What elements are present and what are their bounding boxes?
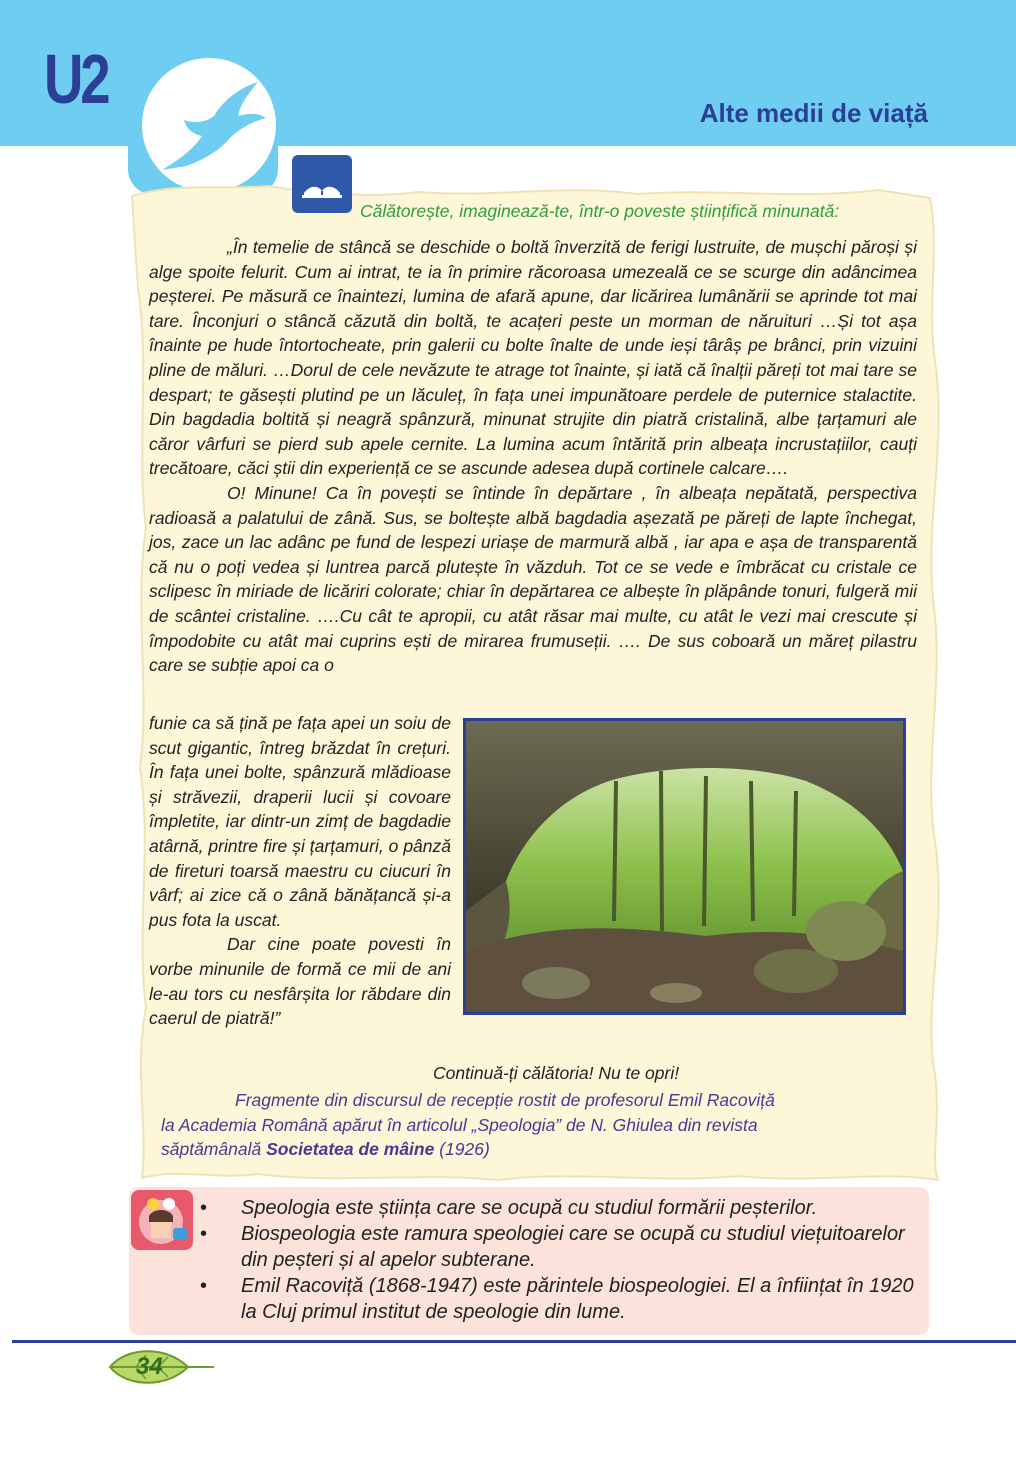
open-book-icon xyxy=(292,155,352,213)
list-item-text: Emil Racoviță (1868-1947) este părintele biospeologiei. El a înființat în 1920 la Cluj primul institut de speologie din lume. xyxy=(241,1275,914,1323)
publication-title: Societatea de mâine xyxy=(266,1139,435,1160)
cave-photo xyxy=(463,718,906,1015)
reading-intro: Călătorește, imaginează-te, într-o poveste științifică minunată: xyxy=(360,201,840,221)
paragraph: Dar cine poate povesti în vorbe minunile de formă ce mii de ani le-au tors cu nesfârșita lor răbdare din caerul de piatră!” xyxy=(149,934,451,1029)
reading-source xyxy=(161,1088,901,1162)
source-line: la Academia Română apărut în articolul „Speologia” de N. Ghiulea din revista xyxy=(161,1114,758,1135)
bullet: • xyxy=(200,1197,208,1219)
info-list xyxy=(200,1195,922,1325)
paragraph: „În temelie de stâncă se deschide o boltă înverzită de ferigi lustruite, de mușchi păroși și alge spoite felurit. Cum ai intrat, te ia în primire răcoroasa umezeală ce se scurge din adâncimea peșterei. Pe măsură ce înaintezi, lumina de afară apune, dar licărirea lumânării se aprinde tot mai tare. Înconjuri o stâncă căzută din boltă, te acațeri peste un morman de năruituri …Și tot așa înainte pe hude întortocheate, prin galerii cu bolte înalte de unde ieși târâș pe brânci, prin vizuini pline de măluri. …Dorul de cele nevăzute te atrage tot înainte, și iată că înalții păreți tot mai tare se despart; te găsești plutind pe un lăculeț, în fața unei impunătoare perdele de puternice stalactite. Din bagdadia boltită și neagră spânzură, minunat strujite din piatră cristalină, albe țarțamuri ale căror vârfuri se pierd sub apele cernite. La lumina acum întărită prin albeața incrustațiilor, cauți trecătoare, căci știi din experiență ce se ascunde adesea după cortinele calcare…. xyxy=(149,237,917,479)
list-item-text: Biospeologia este ramura speologiei care se ocupă cu studiul viețuitoarelor din peșteri și al apelor subterane. xyxy=(241,1223,905,1271)
source-text: săptămânală xyxy=(161,1139,267,1160)
list-item xyxy=(200,1273,922,1325)
list-item xyxy=(200,1221,922,1273)
bullet: • xyxy=(200,1275,208,1297)
reading-closing: Continuă-ți călătoria! Nu te opri! xyxy=(433,1063,680,1083)
source-year: (1926) xyxy=(434,1139,490,1160)
list-item-text: Speologia este știința care se ocupă cu studiul formării peșterilor. xyxy=(241,1197,818,1219)
idea-person-icon xyxy=(131,1190,193,1250)
list-item xyxy=(200,1195,922,1221)
source-line xyxy=(161,1137,901,1162)
reading-text xyxy=(149,235,917,678)
chapter-title: Alte medii de viață xyxy=(699,98,928,128)
bullet: • xyxy=(200,1223,208,1245)
unit-label: U2 xyxy=(44,40,108,118)
source-line: Fragmente din discursul de recepție rostit de profesorul Emil Racoviță xyxy=(235,1090,775,1110)
page-number: 34 xyxy=(136,1353,163,1380)
reading-side-text xyxy=(149,711,451,1031)
paragraph: O! Minune! Ca în povești se întinde în depărtare , în albeața nepătată, perspectiva radioasă a palatului de zână. Sus, se boltește albă bagdadia așezată pe păreți de lapte închegat, jos, zace un lac adânc pe fund de lespezi uriașe de marmură albă , iar apa e așa de transparentă că nu o poți vedea și luntrea parcă plutește în văzduh. Tot ce se vede e îmbrăcat cu cristale ce sclipesc în miriade de licăriri colorate; chiar în depărtarea ce albește în plăpânde tonuri, fulgeră mii de scântei cristaline. ….Cu cât te apropii, cu atât răsar mai multe, cu atât le vezi mai crescute și împodobite cu atât mai cuprins ești de mirarea frumuseții. …. De sus coboară un măreț pilastru care se subție apoi ca o xyxy=(149,482,917,676)
paragraph: funie ca să țină pe fața apei un soiu de scut gigantic, întreg brăzdat în crețuri. În fața unei bolte, spânzură mlădioase și străvezii, draperii lucii și covoare împletite, iar dintr-un zimț de bagdadie atârnă, printre fire și țarțamuri, o pânză de fireturi toarsă maestru cu ciucuri în vârf; ai zice că o zână bănățancă și-a pus fota la uscat. xyxy=(149,713,451,930)
